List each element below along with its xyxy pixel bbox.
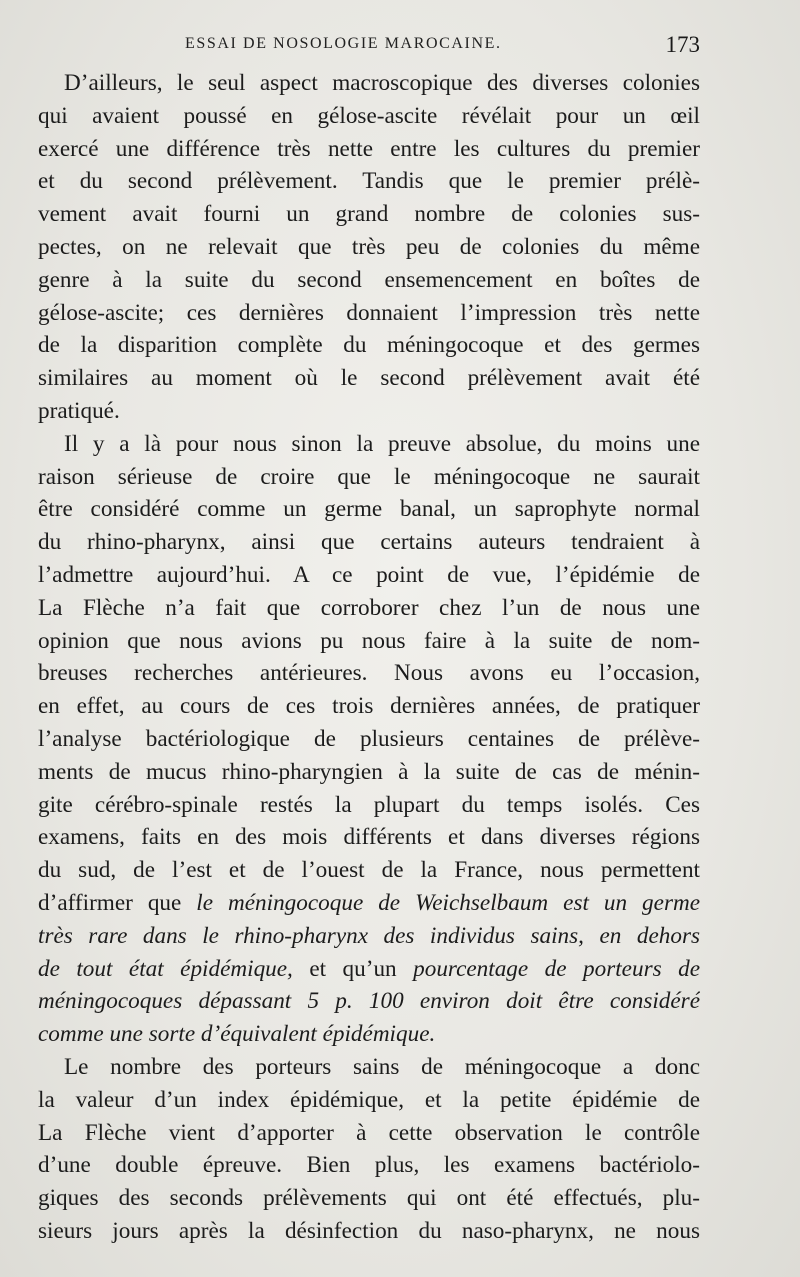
text-line: pratiqué.	[38, 397, 120, 424]
text-line: être considéré comme un germe banal, un saprophyte normal	[38, 496, 700, 523]
text-line: raison sérieuse de croire que le méningocoque ne saurait	[38, 463, 700, 490]
roman-segment: d’affirmer que	[38, 889, 197, 916]
italic-text-line: très rare dans le rhino-pharynx des individus sains, en dehors	[38, 922, 700, 949]
text-line: genre à la suite du second ensemencement en boîtes de	[38, 266, 700, 293]
text-line-mixed	[38, 887, 700, 920]
text-line: giques des seconds prélèvements qui ont été effectués, plu-	[38, 1185, 700, 1212]
text-line: qui avaient poussé en gélose-ascite révélait pour un œil	[38, 102, 700, 129]
text-line: l’admettre aujourd’hui. A ce point de vue, l’épidémie de	[38, 561, 700, 588]
italic-segment: pourcentage de porteurs de	[413, 955, 700, 982]
text-line: du rhino-pharynx, ainsi que certains auteurs tendraient à	[38, 529, 700, 556]
running-head	[38, 32, 700, 60]
text-line: ments de mucus rhino-pharyngien à la suite de cas de ménin-	[38, 758, 700, 785]
page-number: 173	[665, 32, 700, 57]
text-line: d’une double épreuve. Bien plus, les examens bactériolo-	[38, 1152, 700, 1179]
text-line: l’analyse bactériologique de plusieurs centaines de prélève-	[38, 725, 700, 752]
paragraph-1	[38, 67, 700, 428]
text-line: La Flèche n’a fait que corroborer chez l’un de nous une	[38, 594, 700, 621]
text-line: du sud, de l’est et de l’ouest de la France, nous permettent	[38, 857, 700, 884]
text-line: Il y a là pour nous sinon la preuve absolue, du moins une	[64, 430, 700, 457]
text-line: opinion que nous avions pu nous faire à la suite de nom-	[38, 627, 700, 654]
text-line: exercé une différence très nette entre les cultures du premier	[38, 135, 700, 162]
text-line: vement avait fourni un grand nombre de colonies sus-	[38, 201, 700, 228]
italic-text-line: méningocoques dépassant 5 p. 100 environ doit être considéré	[38, 988, 700, 1015]
text-line: D’ailleurs, le seul aspect macroscopique des diverses colonies	[64, 70, 700, 96]
text-line: sieurs jours après la désinfection du naso-pharynx, ne nous	[38, 1217, 700, 1244]
text-line: Le nombre des porteurs sains de méningocoque a donc	[64, 1053, 700, 1080]
text-line: de la disparition complète du méningocoque et des germes	[38, 332, 700, 359]
text-line: pectes, on ne relevait que très peu de colonies du même	[38, 233, 700, 260]
body-text	[38, 67, 700, 1248]
text-line: gite cérébro-spinale restés la plupart du temps isolés. Ces	[38, 791, 700, 818]
italic-text-line: comme une sorte d’équivalent épidémique.	[38, 1021, 436, 1048]
text-line: la valeur d’un index épidémique, et la petite épidémie de	[38, 1086, 700, 1113]
roman-segment: et qu’un	[292, 955, 414, 982]
text-line-mixed	[38, 953, 700, 986]
text-line: breuses recherches antérieures. Nous avons eu l’occasion,	[38, 660, 700, 687]
italic-segment: le méningocoque de Weichselbaum est un germe	[196, 889, 700, 916]
text-line: et du second prélèvement. Tandis que le premier prélè-	[38, 168, 700, 195]
text-line: examens, faits en des mois différents et dans diverses régions	[38, 824, 700, 851]
text-line: La Flèche vient d’apporter à cette observation le contrôle	[38, 1119, 700, 1146]
text-line: gélose-ascite; ces dernières donnaient l’impression très nette	[38, 299, 700, 326]
text-line: similaires au moment où le second prélèvement avait été	[38, 365, 700, 392]
text-line: en effet, au cours de ces trois dernières années, de pratiquer	[38, 693, 700, 720]
italic-segment: de tout état épidémique,	[38, 955, 293, 982]
running-title: ESSAI DE NOSOLOGIE MAROCAINE.	[185, 35, 502, 52]
paragraph-2	[38, 428, 700, 1051]
paragraph-3	[38, 1051, 700, 1248]
